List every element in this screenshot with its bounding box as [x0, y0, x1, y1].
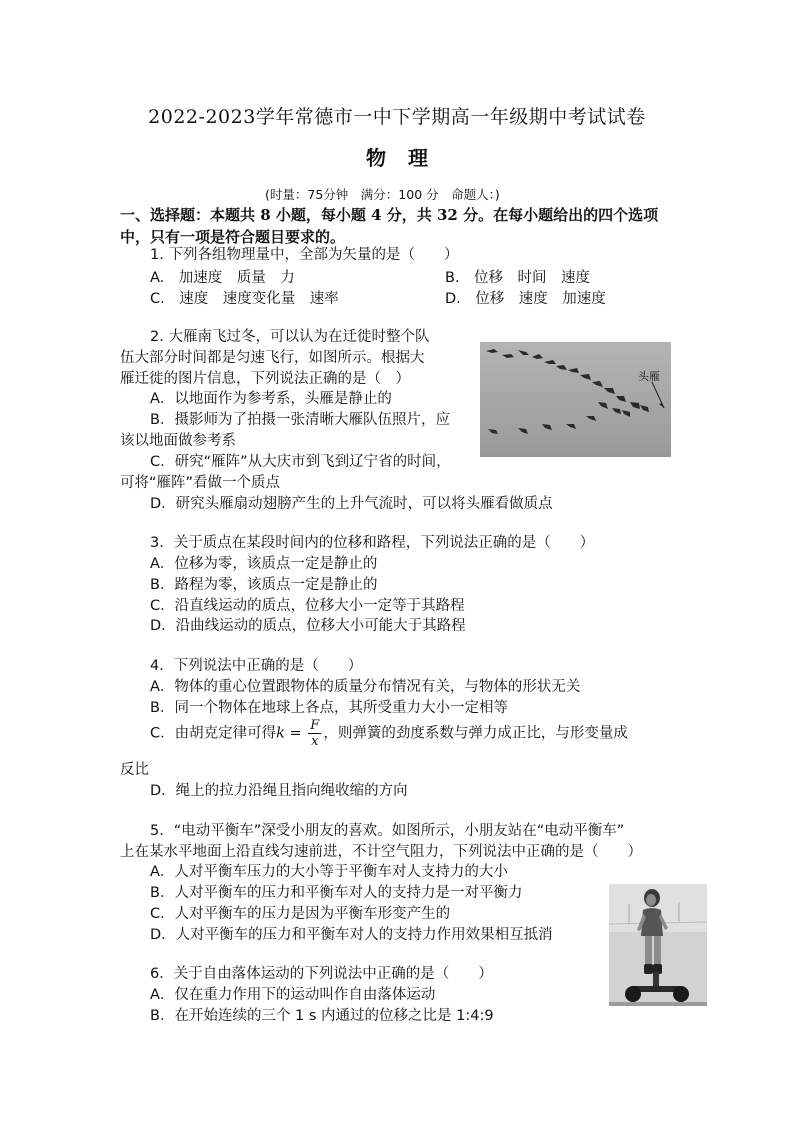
q2-stem-line3: 雁迁徙的图片信息，下列说法正确的是（ ） — [120, 371, 410, 387]
q2-option-c-line1: C．研究“雁阵”从大庆市到飞到辽宁省的时间， — [150, 454, 451, 470]
q4-option-c-line2: 反比 — [120, 762, 149, 778]
q6-option-a: A．仅在重力作用下的运动叫作自由落体运动 — [150, 987, 436, 1003]
q5-option-a: A．人对平衡车压力的大小等于平衡车对人支持力的大小 — [150, 864, 508, 880]
q4-option-c — [150, 718, 628, 749]
q2-option-b-line1: B．摄影师为了拍摄一张清晰大雁队伍照片，应 — [150, 412, 450, 428]
subject-title: 物理 — [366, 146, 450, 170]
q2-option-a: A．以地面作为参考系，头雁是静止的 — [150, 391, 392, 407]
q4-option-b: B．同一个物体在地球上各点，其所受重力大小一定相等 — [150, 700, 508, 716]
q4-formula-k: k — [276, 725, 285, 742]
q1-option-b: B. 位移 时间 速度 — [445, 270, 591, 286]
q4-formula-numerator: F — [310, 718, 320, 733]
q2-option-b-line2: 该以地面做参考系 — [120, 433, 236, 449]
q1-option-c: C. 速度 速度变化量 速率 — [150, 291, 339, 307]
q4-formula-denominator: x — [311, 734, 319, 749]
q4-formula-eq: = — [284, 725, 307, 742]
q1-stem: 1. 下列各组物理量中，全部为矢量的是（ ） — [150, 247, 459, 263]
q2-option-c-line2: 可将“雁阵”看做一个质点 — [120, 475, 281, 491]
q4-option-c-pre: C．由胡克定律可得 — [150, 725, 277, 742]
lead-goose-label: 头雁 — [638, 370, 660, 383]
q3-stem: 3．关于质点在某段时间内的位移和路程，下列说法正确的是（ ） — [150, 535, 595, 551]
q2-stem-line1: 2. 大雁南飞过冬，可以认为在迁徙时整个队 — [150, 329, 430, 345]
q2-option-d: D．研究头雁扇动翅膀产生的上升气流时，可以将头雁看做质点 — [150, 496, 553, 512]
q6-option-b: B．在开始连续的三个 1 s 内通过的位移之比是 1:4:9 — [150, 1008, 494, 1024]
q2-stem-line2: 伍大部分时间都是匀速飞行，如图所示。根据大 — [120, 350, 425, 366]
q4-formula-fraction — [308, 718, 321, 749]
balance-scooter-photo — [609, 884, 707, 1006]
q3-option-b: B．路程为零，该质点一定是静止的 — [150, 577, 378, 593]
section-heading: 一、选择题：本题共 8 小题，每小题 4 分，共 32 分。在每小题给出的四个选项中，只有一项是符合题目要求的。 — [120, 206, 659, 246]
child-on-scooter-icon — [609, 884, 707, 1006]
q3-option-d: D．沿曲线运动的质点，位移大小可能大于其路程 — [150, 618, 466, 634]
geese-photo — [480, 342, 671, 457]
q3-option-a: A．位移为零，该质点一定是静止的 — [150, 556, 378, 572]
q5-option-d: D．人对平衡车的压力和平衡车对人的支持力作用效果相互抵消 — [150, 927, 553, 943]
q6-stem: 6．关于自由落体运动的下列说法中正确的是（ ） — [150, 966, 493, 982]
q4-stem: 4．下列说法中正确的是（ ） — [150, 658, 363, 674]
q1-option-a: A. 加速度 质量 力 — [150, 270, 295, 286]
geese-flock-icon — [480, 342, 671, 457]
exam-title: 2022-2023学年常德市一中下学期高一年级期中考试试卷 — [148, 106, 646, 128]
exam-meta: (时量：75分钟 满分：100 分 命题人：) — [265, 187, 500, 202]
q3-option-c: C．沿直线运动的质点，位移大小一定等于其路程 — [150, 598, 465, 614]
q5-option-b: B．人对平衡车的压力和平衡车对人的支持力是一对平衡力 — [150, 885, 523, 901]
q4-option-a: A．物体的重心位置跟物体的质量分布情况有关，与物体的形状无关 — [150, 679, 581, 695]
q5-option-c: C．人对平衡车的压力是因为平衡车形变产生的 — [150, 906, 451, 922]
q1-option-d: D. 位移 速度 加速度 — [445, 291, 606, 307]
q5-stem-line2: 上在某水平地面上沿直线匀速前进，不计空气阻力，下列说法中正确的是（ ） — [120, 844, 642, 860]
q5-stem-line1: 5．“电动平衡车”深受小朋友的喜欢。如图所示，小朋友站在“电动平衡车” — [150, 823, 625, 839]
q4-option-c-post: ，则弹簧的劲度系数与弹力成正比，与形变量成 — [323, 725, 628, 742]
q4-option-d: D．绳上的拉力沿绳且指向绳收缩的方向 — [150, 783, 408, 799]
